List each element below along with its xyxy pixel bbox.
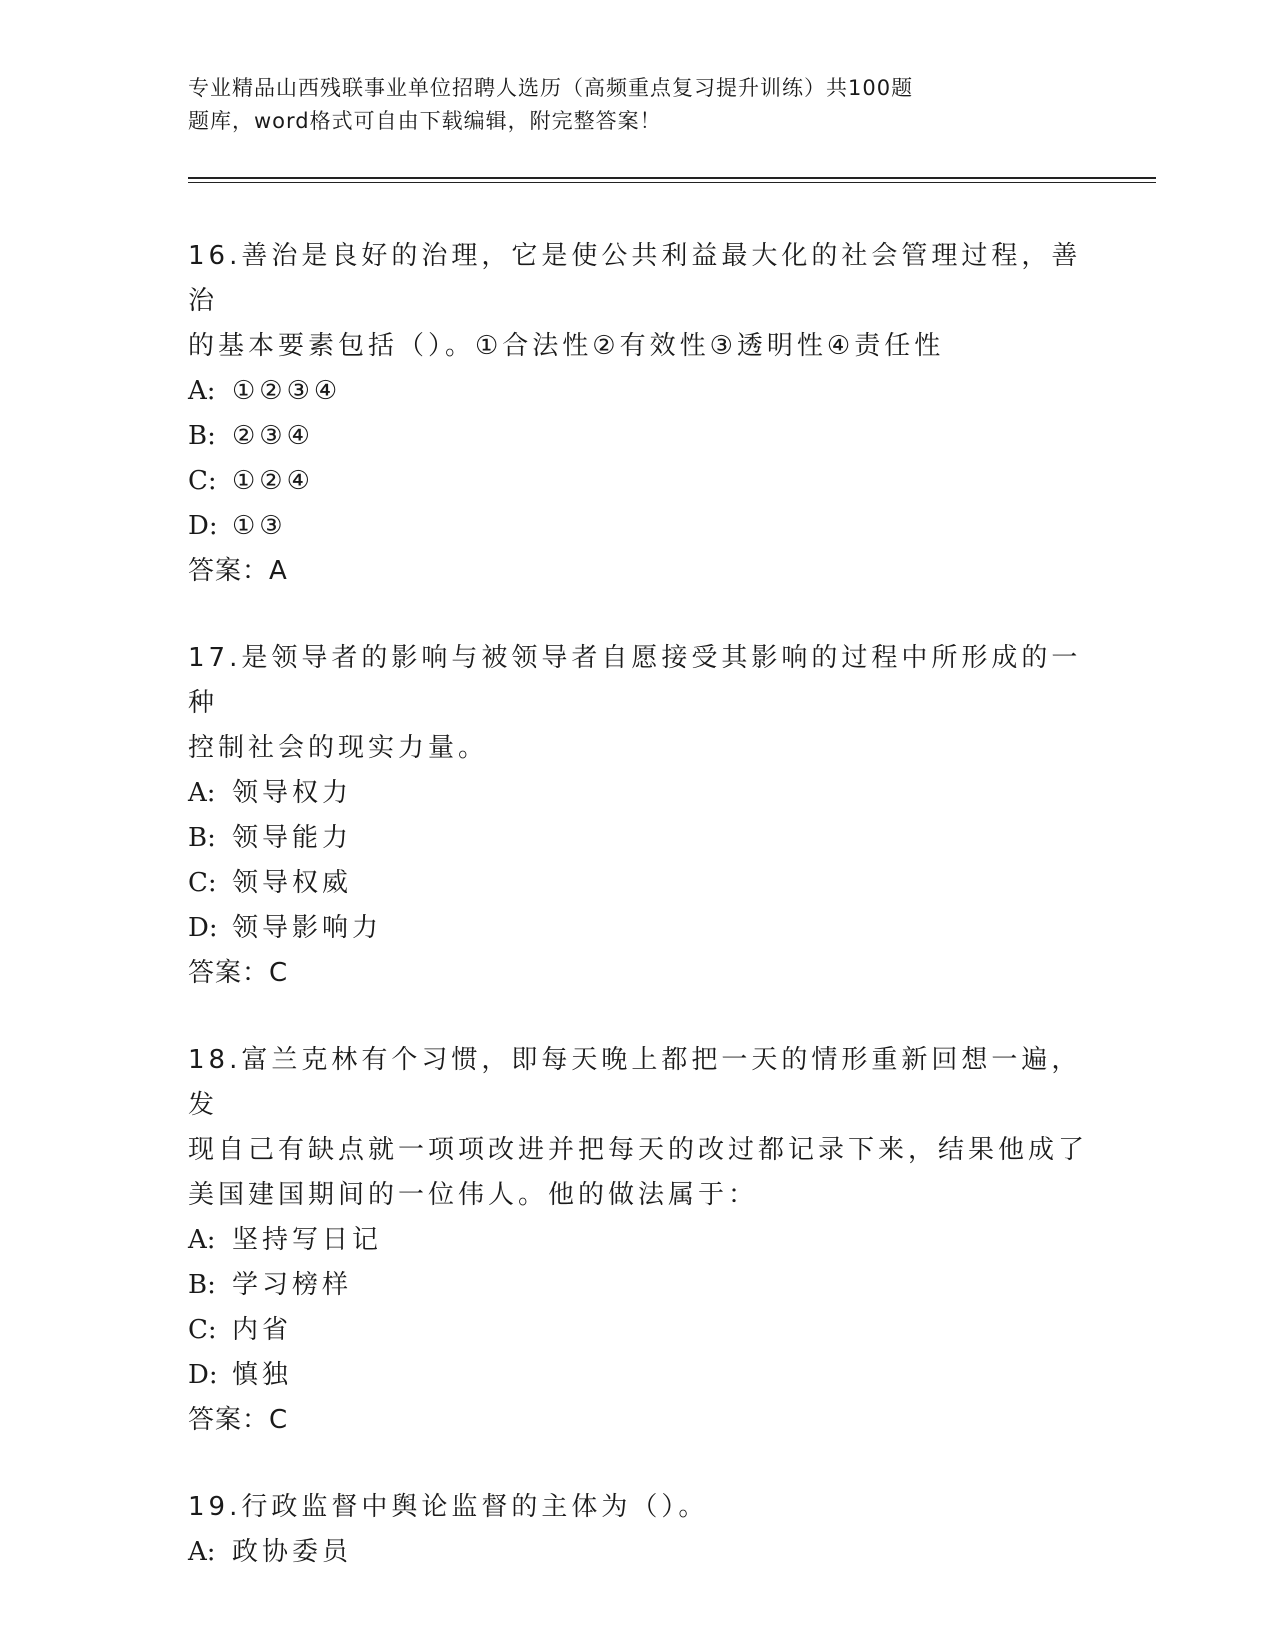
option-key: D: [188, 1360, 218, 1390]
option-text: 坚持写日记 [232, 1225, 383, 1255]
option-a [188, 1218, 1088, 1263]
question-stem-line: 16.善治是良好的治理，它是使公共利益最大化的社会管理过程，善治 [188, 241, 1082, 316]
option-key: A: [188, 778, 216, 808]
option-text: 领导权威 [232, 868, 353, 898]
option-text: 领导能力 [232, 823, 353, 853]
option-text: 领导权力 [232, 778, 353, 808]
option-key: D: [188, 511, 218, 541]
option-key: B: [188, 823, 216, 853]
question-18 [188, 1038, 1088, 1443]
option-b [188, 414, 1088, 459]
option-d [188, 906, 1088, 951]
document-header [188, 72, 1028, 138]
answer: 答案：C [188, 958, 289, 988]
option-key: C: [188, 466, 217, 496]
option-key: C: [188, 868, 217, 898]
option-a [188, 771, 1088, 816]
option-a [188, 369, 1088, 414]
option-text: ①③ [232, 511, 287, 541]
header-divider-thin [188, 182, 1156, 183]
question-stem-line: 的基本要素包括（）。①合法性②有效性③透明性④责任性 [188, 331, 945, 361]
option-key: A: [188, 1537, 216, 1567]
question-stem-line: 18.富兰克林有个习惯，即每天晚上都把一天的情形重新回想一遍，发 [188, 1045, 1082, 1120]
option-text: ①②④ [232, 466, 314, 496]
option-text: 政协委员 [232, 1537, 353, 1567]
question-stem-line: 现自己有缺点就一项项改进并把每天的改过都记录下来，结果他成了 [188, 1135, 1089, 1165]
option-text: ①②③④ [232, 376, 342, 406]
option-c [188, 459, 1088, 504]
option-text: ②③④ [232, 421, 314, 451]
answer: 答案：A [188, 556, 288, 586]
option-b [188, 1263, 1088, 1308]
option-key: B: [188, 1270, 216, 1300]
option-key: B: [188, 421, 216, 451]
question-stem-line: 美国建国期间的一位伟人。他的做法属于： [188, 1180, 759, 1210]
question-stem-line: 控制社会的现实力量。 [188, 733, 489, 763]
question-list [188, 234, 1088, 1617]
option-c [188, 1308, 1088, 1353]
option-key: A: [188, 376, 216, 406]
question-stem-line: 17.是领导者的影响与被领导者自愿接受其影响的过程中所形成的一种 [188, 643, 1082, 718]
header-divider-thick [188, 177, 1156, 179]
option-key: A: [188, 1225, 216, 1255]
option-a [188, 1530, 1088, 1575]
option-text: 内省 [232, 1315, 293, 1345]
option-d [188, 504, 1088, 549]
option-text: 学习榜样 [232, 1270, 353, 1300]
answer: 答案：C [188, 1405, 289, 1435]
option-key: C: [188, 1315, 217, 1345]
option-key: D: [188, 913, 218, 943]
option-d [188, 1353, 1088, 1398]
option-text: 慎独 [232, 1360, 293, 1390]
header-line-1: 专业精品山西残联事业单位招聘人选历（高频重点复习提升训练）共100题 [188, 76, 914, 100]
question-16 [188, 234, 1088, 594]
question-17 [188, 636, 1088, 996]
question-stem-line: 19.行政监督中舆论监督的主体为（）。 [188, 1492, 709, 1522]
question-19 [188, 1485, 1088, 1575]
option-text: 领导影响力 [232, 913, 383, 943]
option-b [188, 816, 1088, 861]
header-line-2: 题库，word格式可自由下载编辑，附完整答案！ [188, 109, 662, 133]
option-c [188, 861, 1088, 906]
